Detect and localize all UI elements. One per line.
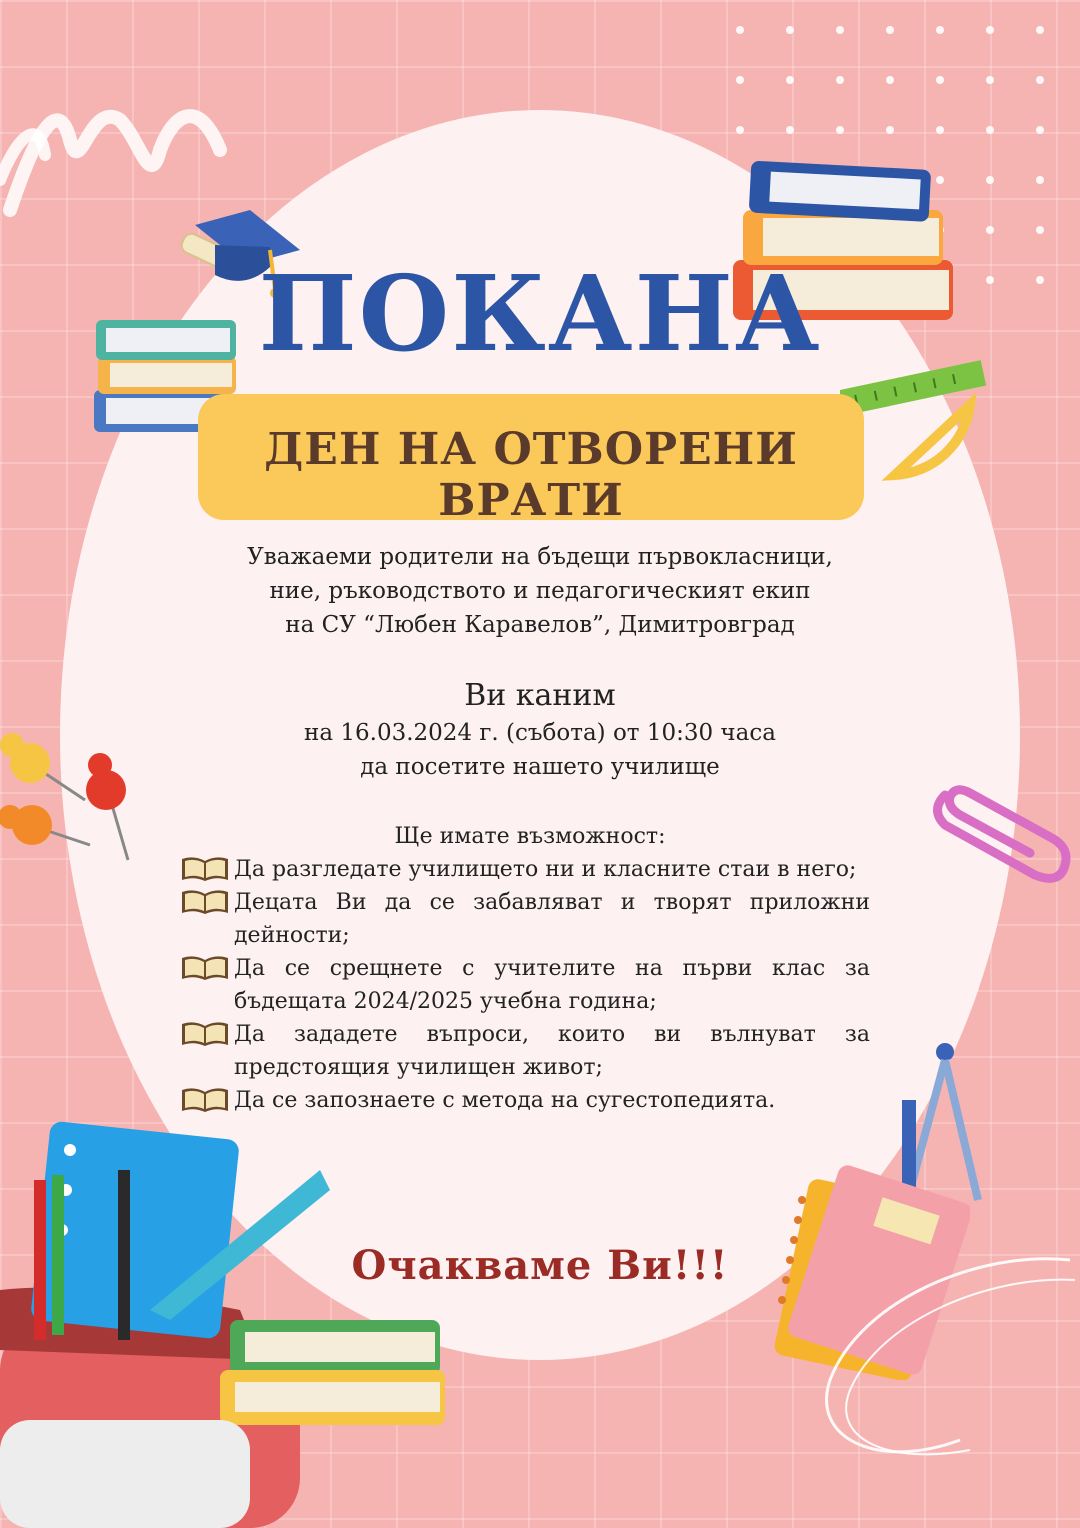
feature-text: Да се запознаете с метода на сугестопедията. xyxy=(234,1088,776,1113)
feature-text: Да разгледате училището ни и класните стаи в него; xyxy=(234,857,857,882)
open-book-icon xyxy=(180,952,234,985)
list-item xyxy=(180,1018,870,1084)
list-item xyxy=(180,886,870,952)
paper-clip-icon xyxy=(925,775,1075,890)
features-list xyxy=(180,820,870,1117)
feature-text: Да зададете въпроси, които ви вълнуват за предстоящия училищен живот; xyxy=(234,1022,870,1080)
intro-line: Уважаеми родители на бъдещи първокласници, xyxy=(247,544,833,570)
page-title: ПОКАНА xyxy=(258,252,822,375)
intro-text xyxy=(200,540,880,642)
invitation-line: да посетите нашето училище xyxy=(360,754,720,780)
list-item xyxy=(180,952,870,1018)
closing-message: Очакваме Ви!!! xyxy=(351,1242,729,1289)
push-pins-icon xyxy=(0,725,150,865)
invitation-details xyxy=(200,716,880,784)
invitation-heading: Ви каним xyxy=(464,678,616,713)
feature-text: Да се срещнете с учителите на първи клас за бъдещата 2024/2025 учебна година; xyxy=(234,956,870,1014)
list-item xyxy=(180,853,870,886)
invitation-line: на 16.03.2024 г. (събота) от 10:30 часа xyxy=(304,720,776,746)
page-subtitle: ДЕН НА ОТВОРЕНИ ВРАТИ xyxy=(264,424,798,526)
open-book-icon xyxy=(180,886,234,919)
open-book-icon xyxy=(180,1084,234,1117)
swirl-decoration xyxy=(800,1240,1080,1480)
features-label: Ще имате възможност: xyxy=(394,824,666,849)
school-supplies-icon xyxy=(0,1120,460,1528)
list-item xyxy=(180,1084,870,1117)
open-book-icon xyxy=(180,1018,234,1051)
intro-line: на СУ “Любен Каравелов”, Димитровград xyxy=(285,612,795,638)
feature-text: Децата Ви да се забавляват и творят приложни дейности; xyxy=(234,890,870,948)
open-book-icon xyxy=(180,853,234,886)
intro-line: ние, ръководството и педагогическият екип xyxy=(269,578,811,604)
